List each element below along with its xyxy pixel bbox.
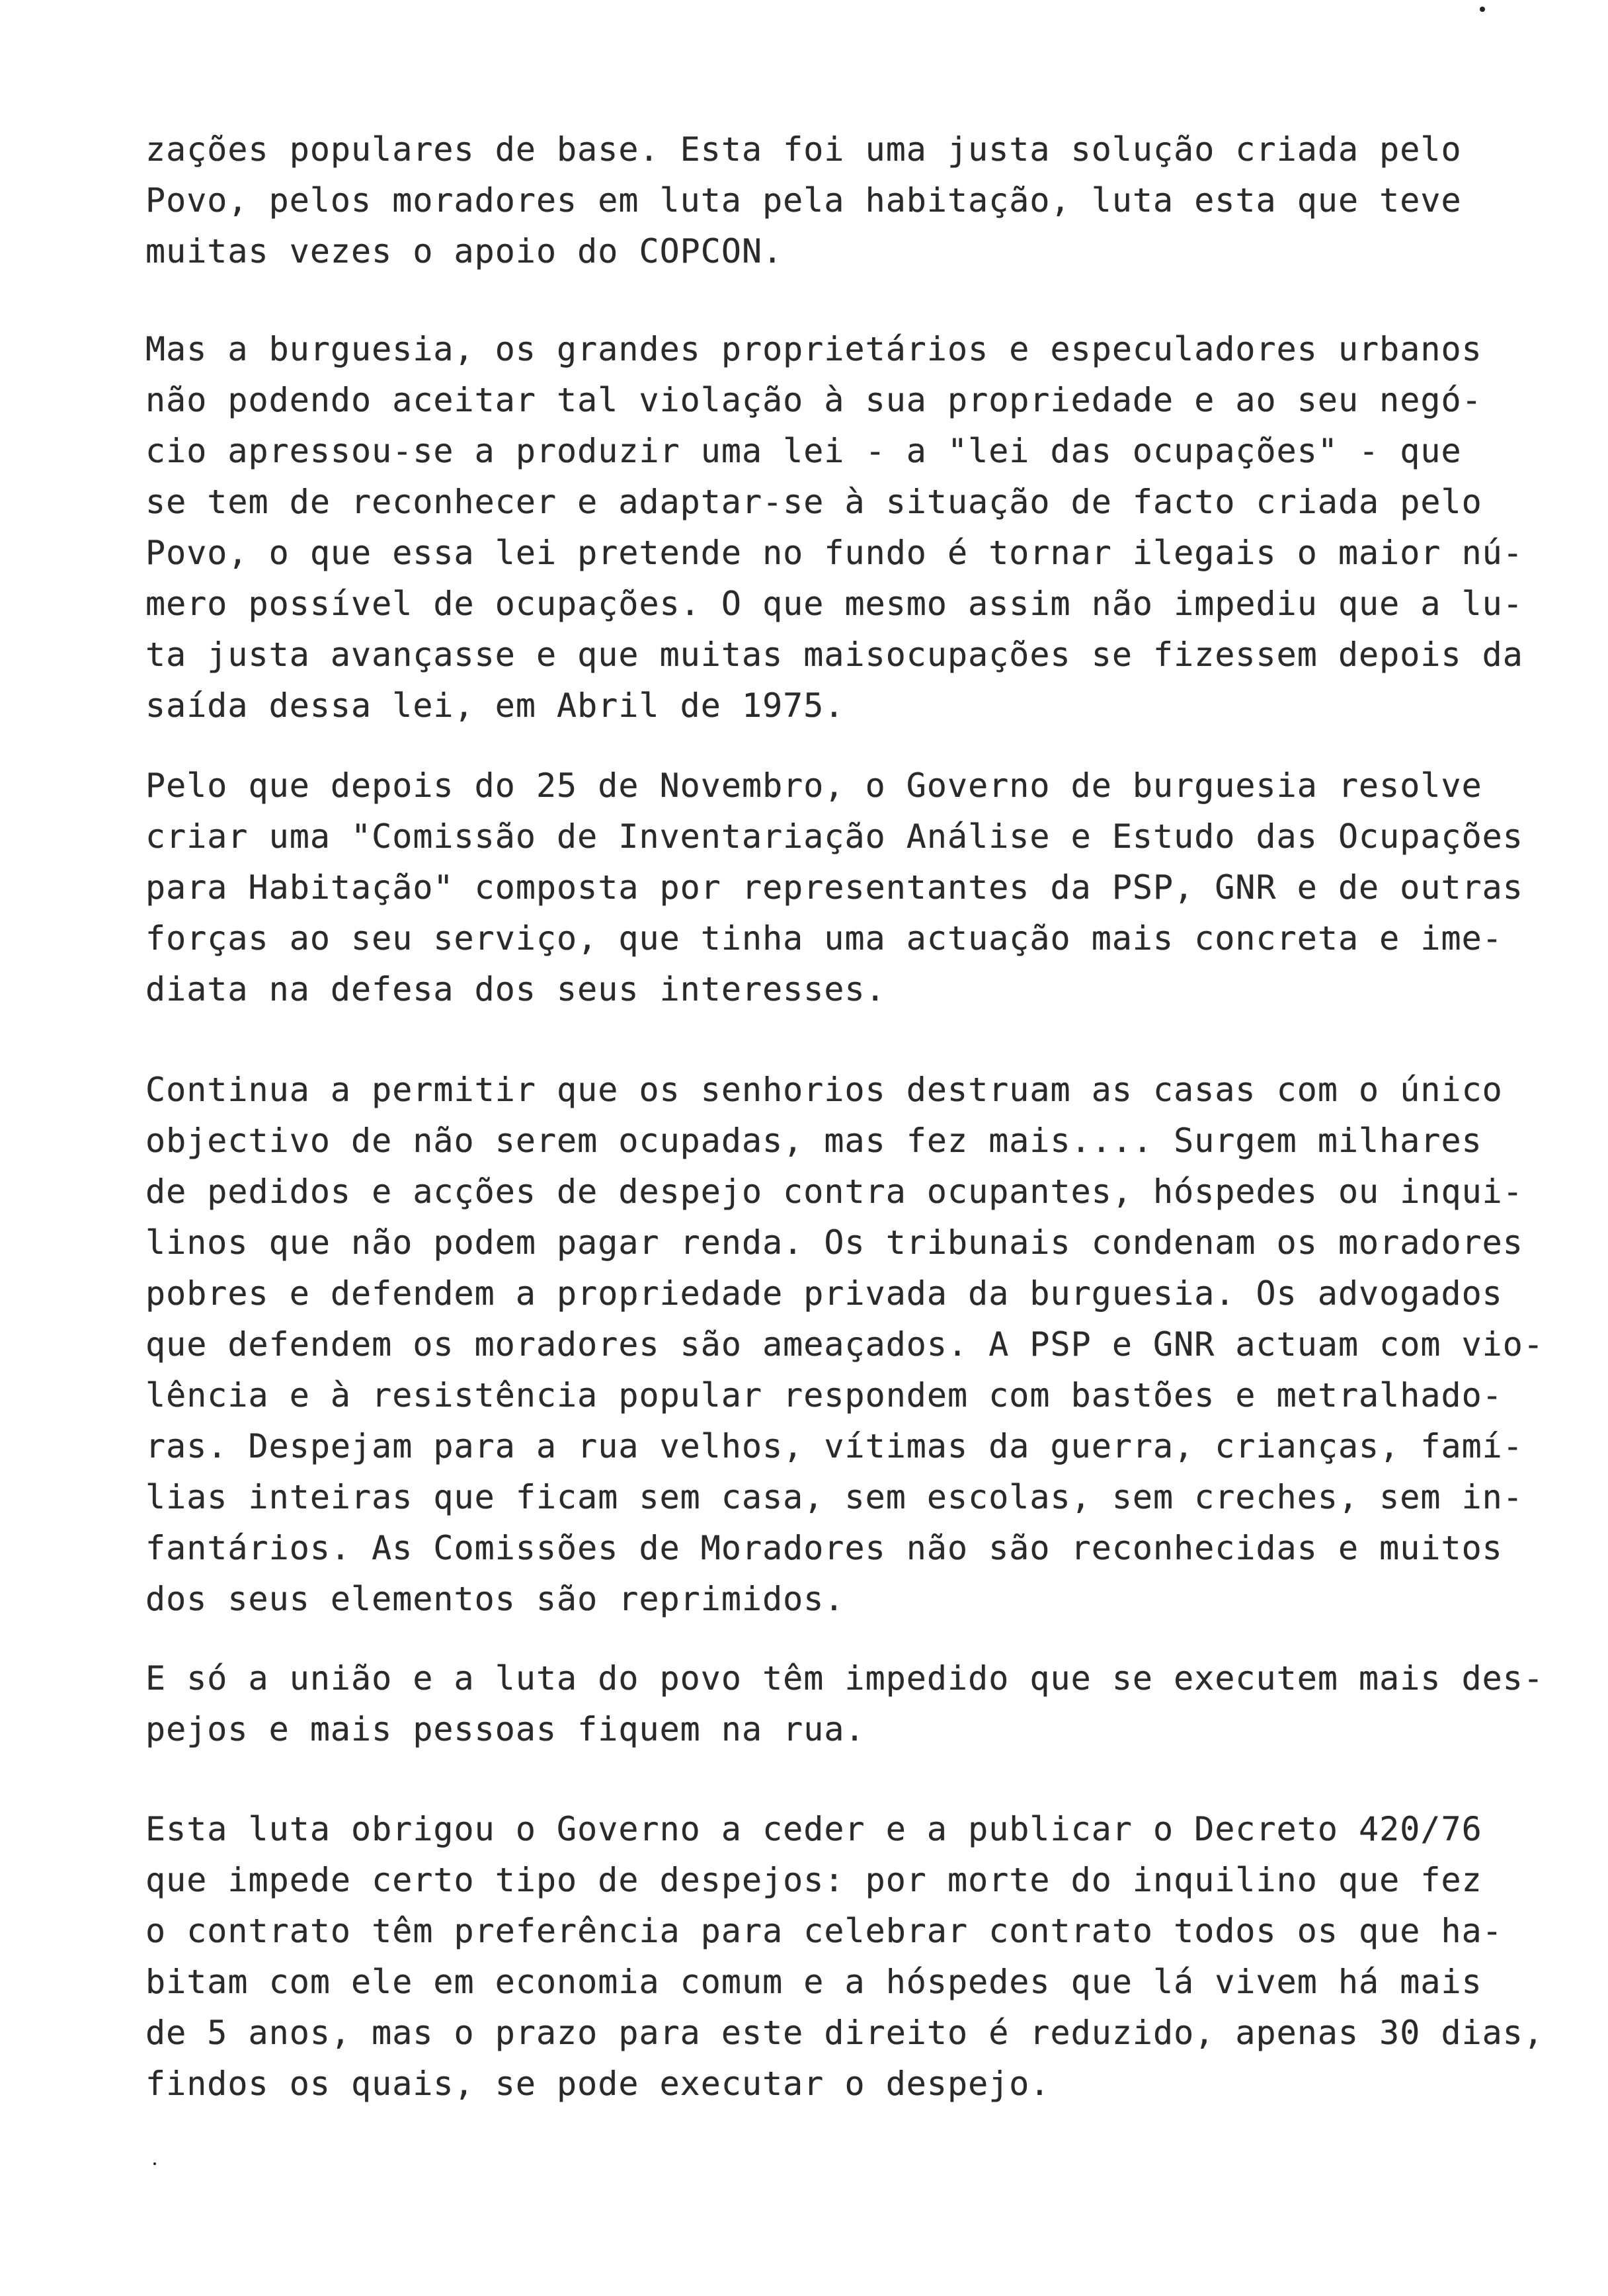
text-line: para Habitação" composta por representantes da PSP, GNR e de outras [145,868,1523,907]
text-line: Continua a permitir que os senhorios destruam as casas com o único [145,1071,1503,1109]
text-line: bitam com ele em economia comum e a hóspedes que lá vivem há mais [145,1963,1482,2001]
text-line: se tem de reconhecer e adaptar-se à situação de facto criada pelo [145,483,1482,521]
text-line: ta justa avançasse e que muitas maisocupações se fizessem depois da [145,636,1523,674]
text-line: forças ao seu serviço, que tinha uma actuação mais concreta e ime- [145,919,1503,958]
text-line: Povo, o que essa lei pretende no fundo é tornar ilegais o maior nú- [145,534,1523,572]
text-line: lência e à resistência popular respondem com bastões e metralhado- [145,1376,1503,1414]
text-line: que defendem os moradores são ameaçados. A PSP e GNR actuam com vio- [145,1325,1544,1364]
text-line: lias inteiras que ficam sem casa, sem escolas, sem creches, sem in- [145,1478,1523,1516]
text-line: mero possível de ocupações. O que mesmo assim não impediu que a lu- [145,585,1523,623]
paragraph-2 [145,324,1534,731]
text-line: não podendo aceitar tal violação à sua propriedade e ao seu negó- [145,381,1482,419]
paragraph-5 [145,1653,1544,1755]
text-line: Esta luta obrigou o Governo a ceder e a publicar o Decreto 420/76 [145,1810,1482,1848]
text-line: criar uma "Comissão de Inventariação Análise e Estudo das Ocupações [145,817,1523,856]
text-line: fantários. As Comissões de Moradores não são reconhecidas e muitos [145,1529,1503,1567]
text-line: linos que não podem pagar renda. Os tribunais condenam os moradores [145,1223,1523,1262]
text-line: zações populares de base. Esta foi uma justa solução criada pelo [145,130,1462,169]
text-line: dos seus elementos são reprimidos. [145,1580,845,1618]
text-line: E só a união e a luta do povo têm impedido que se executem mais des- [145,1659,1544,1698]
text-line: pobres e defendem a propriedade privada da burguesia. Os advogados [145,1274,1503,1313]
text-line: Pelo que depois do 25 de Novembro, o Governo de burguesia resolve [145,766,1482,805]
text-line: Povo, pelos moradores em luta pela habitação, luta esta que teve [145,181,1462,220]
text-line: muitas vezes o apoio do COPCON. [145,232,784,270]
text-line: que impede certo tipo de despejos: por morte do inquilino que fez [145,1861,1482,1899]
ink-speck [153,2162,156,2165]
ink-speck [1480,7,1485,12]
paragraph-1 [145,124,1534,277]
text-line: de 5 anos, mas o prazo para este direito é reduzido, apenas 30 dias, [145,2014,1544,2052]
text-line: pejos e mais pessoas fiquem na rua. [145,1710,865,1748]
paragraph-3 [145,760,1534,1015]
text-line: diata na defesa dos seus interesses. [145,970,886,1008]
text-line: objectivo de não serem ocupadas, mas fez mais.... Surgem milhares [145,1122,1482,1160]
paragraph-4 [145,1065,1544,1625]
text-line: findos os quais, se pode executar o despejo. [145,2065,1051,2103]
text-line: de pedidos e acções de despejo contra ocupantes, hóspedes ou inqui- [145,1172,1523,1211]
text-line: saída dessa lei, em Abril de 1975. [145,686,845,725]
text-line: o contrato têm preferência para celebrar contrato todos os que ha- [145,1912,1503,1950]
text-line: cio apressou-se a produzir uma lei - a "lei das ocupações" - que [145,432,1462,470]
text-line: Mas a burguesia, os grandes proprietários e especuladores urbanos [145,330,1482,368]
text-line: ras. Despejam para a rua velhos, vítimas da guerra, crianças, famí- [145,1427,1523,1465]
paragraph-6 [145,1804,1544,2110]
